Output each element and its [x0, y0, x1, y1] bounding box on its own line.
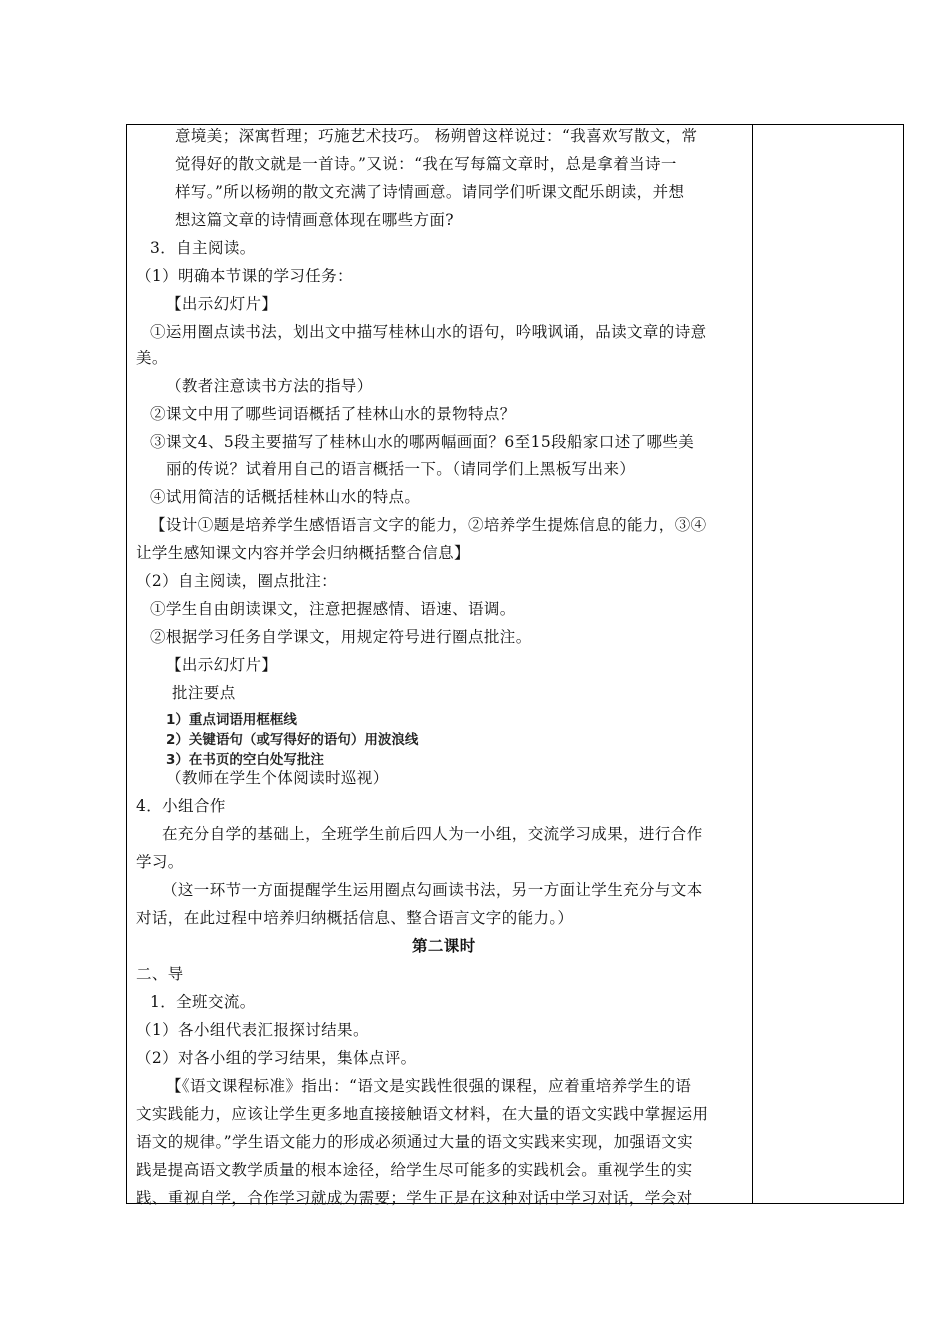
sub-heading: （2）对各小组的学习结果，集体点评。: [136, 1049, 417, 1067]
text-line: 学习。: [136, 853, 184, 871]
section-heading: 二、导: [136, 965, 184, 983]
text-line: 践是提高语文教学质量的根本途径，给学生尽可能多的实践机会。重视学生的实: [136, 1161, 693, 1179]
sub-heading: （2）自主阅读，圈点批注：: [136, 572, 338, 590]
text-line: 样写。”所以杨朔的散文充满了诗情画意。请同学们听课文配乐朗读，并想: [175, 183, 685, 201]
task-item: ②课文中用了哪些词语概括了桂林山水的景物特点？: [150, 405, 516, 423]
task-item: ①运用圈点读书法，划出文中描写桂林山水的语句，吟哦讽诵，品读文章的诗意: [150, 323, 707, 341]
slide-point: 3）在书页的空白处写批注: [166, 752, 324, 768]
step-heading: 1．全班交流。: [150, 993, 256, 1011]
step-heading: 4．小组合作: [136, 797, 226, 815]
section-title: 第二课时: [412, 936, 476, 955]
task-item: ④试用简洁的话概括桂林山水的特点。: [150, 488, 421, 506]
text-line: 意境美；深寓哲理；巧施艺术技巧。 杨朔曾这样说过：“我喜欢写散文，常: [175, 127, 698, 145]
task-item: ②根据学习任务自学课文，用规定符号进行圈点批注。: [150, 628, 532, 646]
text-line: 语文的规律。”学生语文能力的形成必须通过大量的语文实践来实现，加强语文实: [136, 1133, 694, 1151]
text-line: 对话，在此过程中培养归纳概括信息、整合语言文字的能力。）: [136, 909, 574, 927]
sub-heading: （1）各小组代表汇报探讨结果。: [136, 1021, 369, 1039]
design-note: 【设计①题是培养学生感悟语言文字的能力，②培养学生提炼信息的能力，③④: [150, 516, 707, 534]
sub-heading: （1）明确本节课的学习任务：: [136, 267, 353, 285]
task-item: ③课文4、5段主要描写了桂林山水的哪两幅画面？6至15段船家口述了哪些美: [150, 433, 695, 451]
text-line: 想这篇文章的诗情画意体现在哪些方面?: [175, 211, 455, 229]
text-line: 在充分自学的基础上，全班学生前后四人为一小组，交流学习成果，进行合作: [162, 825, 703, 843]
slide-title: 批注要点: [172, 684, 236, 702]
text-line: 践、重视自学，合作学习就成为需要；学生正是在这种对话中学习对话，学会对: [136, 1189, 693, 1207]
task-item: ①学生自由朗读课文，注意把握感情、语速、语调。: [150, 600, 516, 618]
slide-point: 1）重点词语用框框线: [166, 712, 297, 728]
text-line: 美。: [136, 349, 168, 367]
design-note: 让学生感知课文内容并学会归纳概括整合信息】: [136, 544, 470, 562]
text-line: 文实践能力，应该让学生更多地直接接触语文材料，在大量的语文实践中掌握运用: [136, 1105, 709, 1123]
text-line: （教师在学生个体阅读时巡视）: [166, 769, 389, 787]
standard-quote: 【《语文课程标准》指出：“语文是实践性很强的课程，应着重培养学生的语: [166, 1077, 692, 1095]
slide-point: 2）关键语句（或写得好的语句）用波浪线: [166, 732, 419, 748]
slide-note: 【出示幻灯片】: [166, 656, 278, 674]
text-line: （这一环节一方面提醒学生运用圈点勾画读书法，另一方面让学生充分与文本: [162, 881, 703, 899]
slide-note: 【出示幻灯片】: [166, 295, 278, 313]
text-line: 丽的传说？试着用自己的语言概括一下。（请同学们上黑板写出来）: [166, 460, 636, 478]
step-heading: 3．自主阅读。: [150, 239, 256, 257]
text-line: （教者注意读书方法的指导）: [166, 377, 373, 395]
text-line: 觉得好的散文就是一首诗。”又说：“我在写每篇文章时，总是拿着当诗一: [175, 155, 677, 173]
